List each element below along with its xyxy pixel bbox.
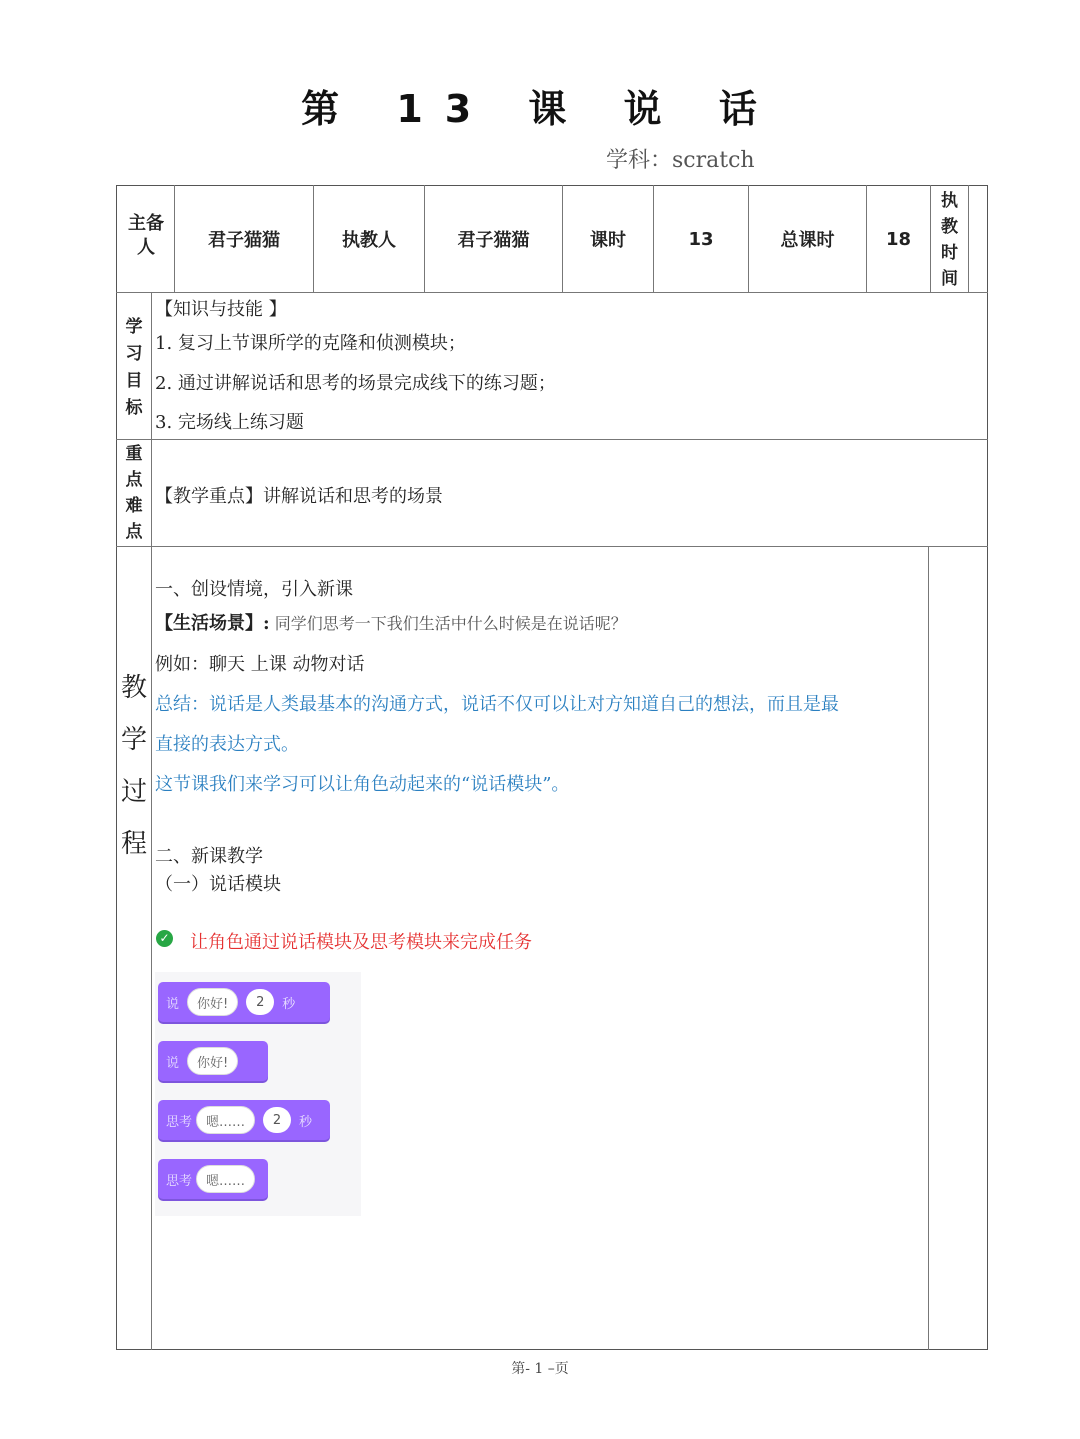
row-divider [116, 439, 988, 440]
key-points-text: 【教学重点】讲解说话和思考的场景 [155, 486, 443, 507]
teacher-label: 执教人 [342, 230, 396, 251]
say-for-secs-block [158, 982, 330, 1022]
block-text-input: 嗯…… [196, 1106, 255, 1134]
page-footer: 第- 1 –页 [511, 1361, 569, 1377]
section2-title: 二、新课教学 [155, 846, 263, 867]
summary-line-1: 总结：说话是人类最基本的沟通方式，说话不仅可以让对方知道自己的想法，而且是最 [155, 694, 839, 715]
subject-label: 学科：scratch [606, 148, 755, 173]
host-value: 君子猫猫 [208, 230, 280, 251]
say-block [158, 1041, 268, 1081]
goal-item: 1. 复习上节课所学的克隆和侦测模块； [155, 333, 466, 354]
row-divider [116, 546, 988, 547]
host-label: 主备 人 [128, 213, 164, 258]
process-label: 教 学 过 程 [120, 673, 147, 859]
think-block [158, 1159, 268, 1199]
life-scene-text: 同学们思考一下我们生活中什么时候是在说话呢？ [269, 614, 627, 633]
block-label: 思考 [166, 1173, 193, 1189]
check-icon: ✓ [156, 930, 173, 947]
col-divider [151, 292, 152, 1350]
life-scene [155, 609, 627, 635]
block-label: 说 [166, 1055, 180, 1071]
sub-title: （一）说话模块 [155, 874, 281, 895]
block-text-input: 你好! [187, 1047, 238, 1075]
goals-heading: 【知识与技能 】 [155, 299, 287, 320]
period-label: 课时 [590, 230, 626, 251]
teacher-value: 君子猫猫 [457, 230, 530, 251]
task-text: 让角色通过说话模块及思考模块来完成任务 [190, 932, 532, 953]
intro-text: 这节课我们来学习可以让角色动起来的“说话模块”。 [155, 774, 570, 795]
page-title: 第 13 课 说 话 [301, 87, 779, 131]
key-points-label: 重 点 难 点 [125, 444, 143, 542]
period-value: 13 [688, 228, 714, 250]
block-text-input: 你好! [187, 988, 238, 1016]
think-for-secs-block [158, 1100, 330, 1140]
col-divider [928, 546, 929, 1350]
life-scene-label: 【生活场景】: [155, 613, 270, 634]
summary-line-2: 直接的表达方式。 [155, 734, 299, 755]
teaching-time-label: 执 教 时 间 [941, 191, 958, 289]
block-text-input: 嗯…… [196, 1165, 255, 1193]
total-periods-label: 总课时 [780, 230, 835, 251]
example-text: 例如：聊天 上课 动物对话 [155, 654, 365, 675]
block-label: 思考 [166, 1114, 193, 1130]
block-secs-input: 2 [246, 989, 274, 1015]
section1-title: 一、创设情境，引入新课 [155, 579, 353, 600]
goal-item: 2. 通过讲解说话和思考的场景完成线下的练习题； [155, 373, 556, 394]
block-label: 说 [166, 996, 180, 1012]
total-periods-value: 18 [885, 228, 912, 250]
row-divider [116, 292, 988, 293]
block-unit: 秒 [282, 996, 296, 1012]
block-secs-input: 2 [263, 1107, 291, 1133]
goals-label: 学 习 目 标 [125, 317, 143, 418]
col-divider [968, 185, 969, 293]
block-unit: 秒 [299, 1114, 313, 1130]
goal-item: 3. 完场线上练习题 [155, 412, 304, 433]
